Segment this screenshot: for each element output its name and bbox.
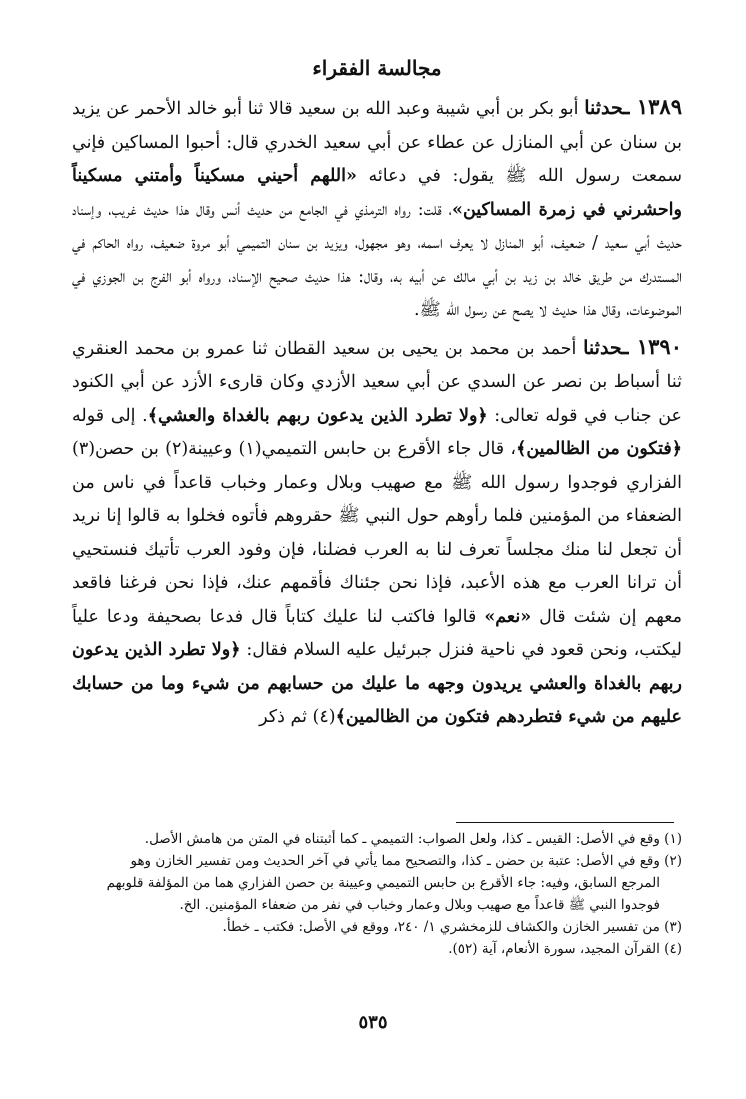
footnote-3: (٣) من تفسير الخازن والكشاف للزمخشري ١/ ٢٤٠، ووقع في الأصل: فكتب ـ خطأ.: [222, 919, 682, 935]
footnote-2-continued: المرجع السابق، وفيه: جاء الأقرع بن حابس التميمي وعيينة بن حصن الفزاري هما من المؤلفة قلوبهم: [106, 875, 660, 891]
footnote-2: (٢) وقع في الأصل: عتبة بن حضن ـ كذا، والتصحيح مما يأتي في آخر الحديث ومن تفسير الخازن وهو: [130, 853, 682, 869]
page-number: ٥٣٥: [358, 1012, 388, 1033]
hadith-1390: [72, 330, 682, 735]
hadith-text: أحمد بن محمد بن يحيى بن سعيد القطان ثنا عمرو بن محمد العنقري ثنا أسباط بن نصر عن السدي عن أبي سعيد الأزدي وكان قارىء الأزد عن أبي الكنود عن جناب في قوله تعالى:: [72, 338, 682, 426]
hadith-quote: «نعم»: [484, 606, 532, 627]
hadith-text: قالوا فاكتب لنا عليك كتاباً قال فدعا بصحيفة ودعا علياً ليكتب، ونحن قعود في ناحية فنزل جبرئيل عليه السلام فقال:: [72, 606, 682, 660]
hadith-number: ١٣٩٠ ـ: [622, 333, 682, 359]
footnote-2-continued: فوجدوا النبي ﷺ قاعداً مع صهيب وبلال وعمار وخباب في نفر من ضعفاء المؤمنين. الخ.: [179, 897, 660, 913]
footnote-4: (٤) القرآن المجيد، سورة الأنعام، آية (٥٢).: [448, 941, 682, 957]
quran-quote: ﴿ولا تطرد الذين يدعون ربهم بالغداة والعشي﴾: [147, 405, 488, 426]
page-body: [72, 52, 682, 735]
hadith-1389: [72, 90, 682, 328]
hadith-quote: «اللهم أحيني مسكيناً وأمتني مسكيناً واحشرني في زمرة المساكين»: [72, 166, 682, 220]
footnotes: [72, 828, 682, 960]
quran-quote: ﴿فتكون من الظالمين﴾: [516, 439, 682, 459]
hadith-text: أبو بكر بن أبي شيبة وعبد الله بن سعيد قالا ثنا أبو خالد الأحمر عن يزيد بن سنان عن أبي المنازل عن عطاء عن أبي سعيد الخدري قال: أحبوا المساكين فإني سمعت رسول الله ﷺ يقول: في دعائه: [72, 99, 682, 186]
footnote-divider: [456, 822, 674, 823]
hadith-text: ، قال جاء الأقرع بن حابس التميمي(١) وعيينة(٢) بن حصن(٣) الفزاري فوجدوا رسول الله ﷺ مع صهيب وبلال وعمار وخباب قاعداً في ناس من الضعفاء من المؤمنين فلما رأوهم حول النبي ﷺ حقروهم فأتوه فخلوا به قالوا إنا نريد أن تجعل لنا منك مجلساً تعرف لنا به العرب فضلنا، فإن وفود العرب تأتيك فنستحيي أن ترانا العرب مع هذه الأعبد، فإذا نحن جئناك فأقمهم عنك، فإذا نحن فرغنا فاقعد معهم إن شئت قال: [72, 439, 682, 627]
page-title: مجالسة الفقراء: [312, 56, 442, 80]
hadith-head-word: حدثنا: [584, 97, 624, 119]
hadith-text: (٤) ثم ذكر: [259, 707, 336, 727]
hadith-number: ١٣٨٩ ـ: [623, 94, 682, 119]
hadith-head-word: حدثنا: [583, 336, 623, 359]
footnote-1: (١) وقع في الأصل: القيس ـ كذا، ولعل الصواب: التميمي ـ كما أثبتناه في المتن من هامش الأصل.: [144, 831, 682, 847]
hadith-text: . إلى قوله: [72, 405, 148, 426]
hadith-text: ، قلت: رواه الترمذي في الجامع من حديث أنس وقال هذا حديث غريب، وإسناد حديث أبي سعيد / ضعيف، أبو المنازل لا يعرف اسمه، وهو مجهول، ويزيد بن سنان التميمي أبو مروة ضعيف، رواه الحاكم في المستدرك من طريق خالد بن زيد بن أبي مالك عن أبيه به، وقال: هذا حديث صحيح الإسناد، ورواه أبو الفرج بن الجوزي في الموضوعات، وقال هذا حديث لا يصح عن رسول الله ﷺ.: [72, 199, 682, 320]
quran-quote: ﴿ولا تطرد الذين يدعون ربهم بالغداة والعشي يريدون وجهه ما عليك من حسابهم من شيء وما من حسابك عليهم من شيء فتطردهم فتكون من الظالمين﴾: [72, 640, 682, 727]
